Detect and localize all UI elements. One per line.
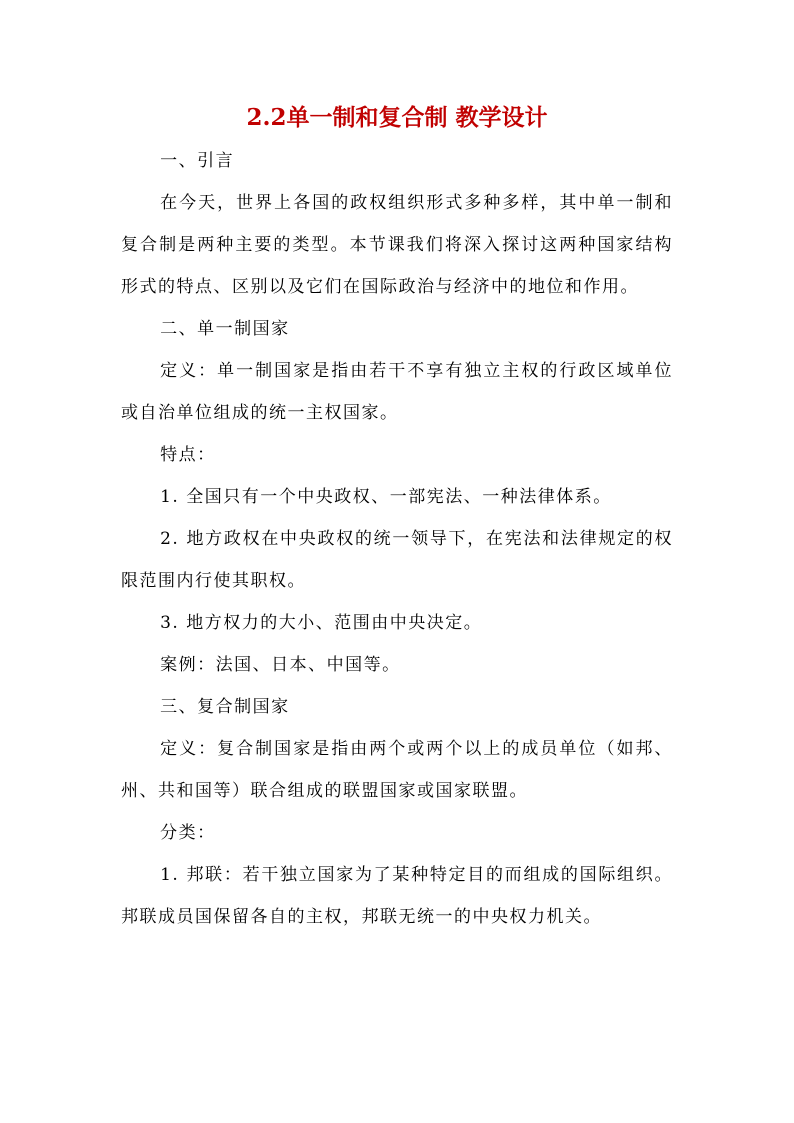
paragraph-compound-definition: 定义：复合制国家是指由两个或两个以上的成员单位（如邦、州、共和国等）联合组成的联盟国家或国家联盟。 (121, 739, 673, 801)
list-item-category-1: 1. 邦联：若干独立国家为了某种特定目的而组成的国际组织。邦联成员国保留各自的主权，邦联无统一的中央权力机关。 (121, 865, 673, 927)
document-body (121, 140, 673, 938)
list-item-feature-1: 1. 全国只有一个中央政权、一部宪法、一种法律体系。 (160, 487, 612, 507)
list-item-feature-3: 3. 地方权力的大小、范围由中央决定。 (160, 613, 483, 633)
section-heading-intro: 一、引言 (160, 151, 235, 171)
list-item-feature-2: 2. 地方政权在中央政权的统一领导下，在宪法和法律规定的权限范围内行使其职权。 (121, 529, 673, 591)
label-features: 特点： (160, 445, 216, 465)
document-title: 2.2单一制和复合制 教学设计 (246, 104, 548, 131)
paragraph-intro: 在今天，世界上各国的政权组织形式多种多样，其中单一制和复合制是两种主要的类型。本节课我们将深入探讨这两种国家结构形式的特点、区别以及它们在国际政治与经济中的地位和作用。 (121, 193, 673, 297)
section-heading-compound: 三、复合制国家 (160, 697, 290, 717)
label-categories: 分类： (160, 823, 216, 843)
section-heading-unitary: 二、单一制国家 (160, 319, 290, 339)
paragraph-unitary-definition: 定义：单一制国家是指由若干不享有独立主权的行政区域单位或自治单位组成的统一主权国家。 (121, 361, 673, 423)
paragraph-cases: 案例：法国、日本、中国等。 (160, 655, 401, 675)
